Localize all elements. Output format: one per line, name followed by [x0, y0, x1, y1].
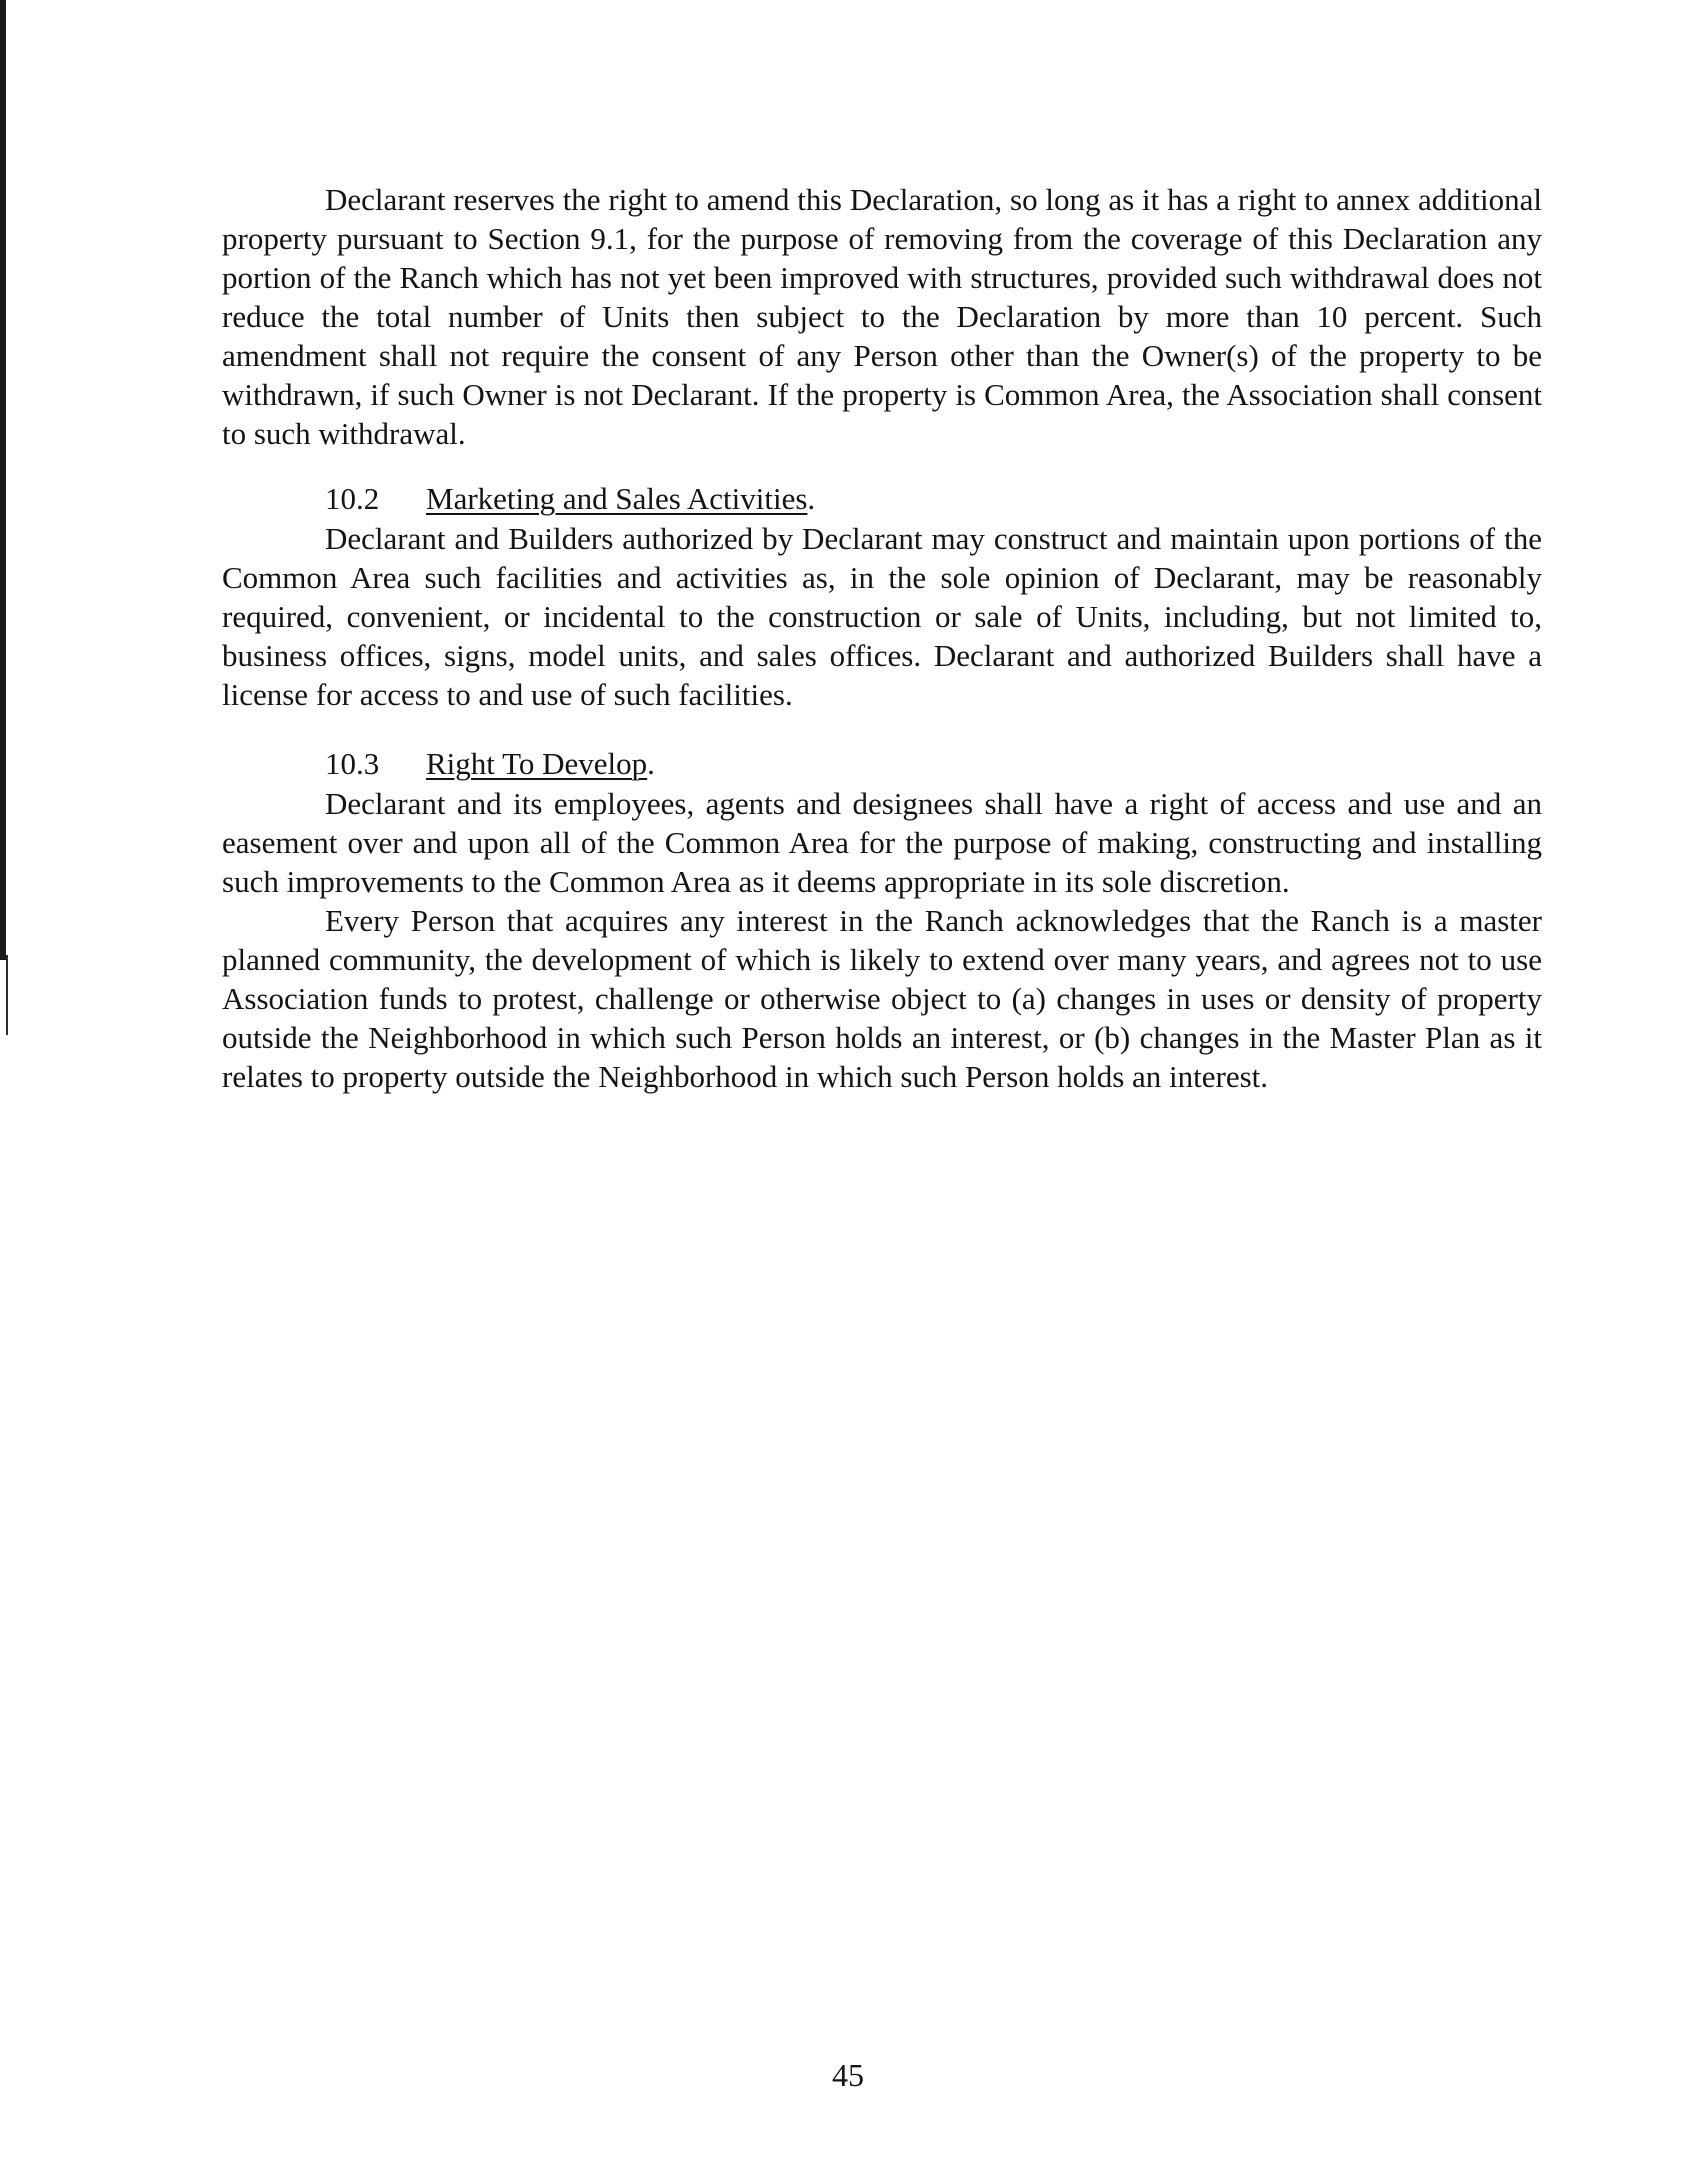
scan-edge-shadow-tail	[6, 955, 8, 1035]
document-page	[222, 180, 1542, 1096]
paragraph-right-to-develop: Declarant and its employees, agents and designees shall have a right of access and use and an easement over and upon all of the Common Area for the purpose of making, constructing and installing such improvements to the Common Area as it deems appropriate in its sole discretion.	[222, 786, 1542, 899]
section-title: Marketing and Sales Activities	[426, 481, 808, 516]
section-title-wrap	[426, 479, 815, 519]
section-heading-10-3	[222, 744, 1542, 784]
section-number: 10.3	[325, 746, 380, 781]
scan-edge-shadow	[0, 0, 6, 960]
section-number: 10.2	[325, 481, 380, 516]
section-title: Right To Develop	[426, 746, 648, 781]
page-number: 45	[832, 2057, 864, 2093]
section-title-wrap	[426, 744, 655, 784]
section-heading-10-2	[222, 479, 1542, 519]
section-title-period: .	[647, 746, 655, 781]
paragraph-master-planned-community: Every Person that acquires any interest in the Ranch acknowledges that the Ranch is a master planned community, the development of which is likely to extend over many years, and agrees not to use Association funds to protest, challenge or otherwise object to (a) changes in uses or density of property outside the Neighborhood in which such Person holds an interest, or (b) changes in the Master Plan as it relates to property outside the Neighborhood in which such Person holds an interest.	[222, 903, 1542, 1094]
paragraph-amendment-withdrawal: Declarant reserves the right to amend this Declaration, so long as it has a right to annex additional property pursuant to Section 9.1, for the purpose of removing from the coverage of this Declaration any portion of the Ranch which has not yet been improved with structures, provided such withdrawal does not reduce the total number of Units then subject to the Declaration by more than 10 percent. Such amendment shall not require the consent of any Person other than the Owner(s) of the property to be withdrawn, if such Owner is not Declarant. If the property is Common Area, the Association shall consent to such withdrawal.	[222, 182, 1542, 451]
section-title-period: .	[807, 481, 816, 516]
paragraph-marketing-sales: Declarant and Builders authorized by Declarant may construct and maintain upon portions of the Common Area such facilities and activities as, in the sole opinion of Declarant, may be reasonably required, convenient, or incidental to the construction or sale of Units, including, but not limited to, business offices, signs, model units, and sales offices. Declarant and authorized Builders shall have a license for access to and use of such facilities.	[222, 521, 1542, 712]
